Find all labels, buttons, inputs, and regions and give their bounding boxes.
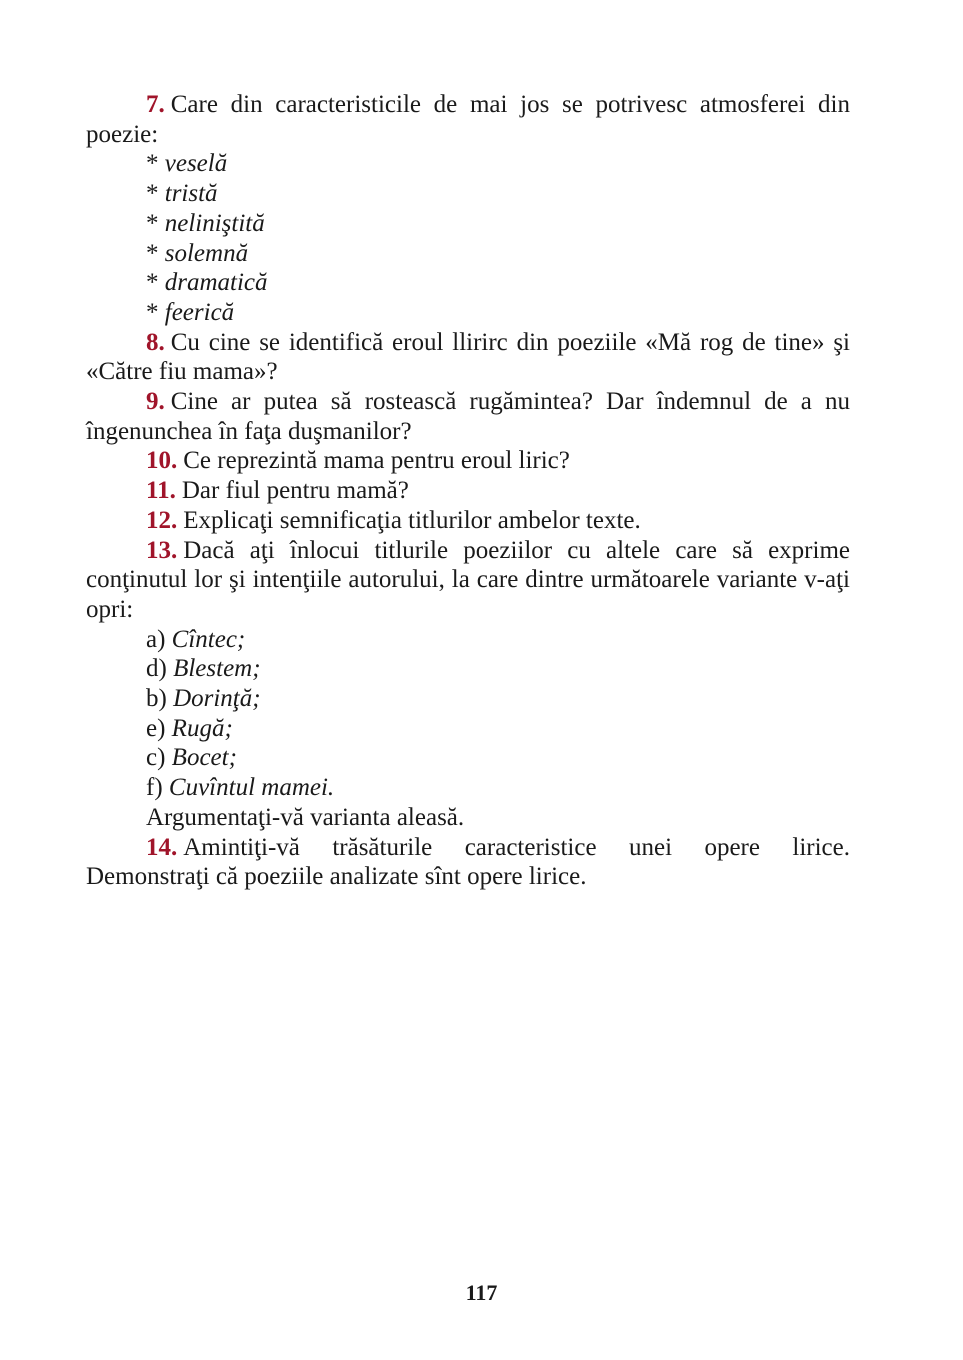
question-number: 10. — [146, 447, 178, 475]
list-item: * dramatică — [146, 269, 268, 297]
variant-option: a) Cîntec; — [146, 625, 246, 653]
question-8 — [86, 328, 850, 387]
option-text: dramatică — [164, 269, 268, 297]
question-text: Ce reprezintă mama pentru eroul liric? — [183, 447, 570, 475]
question-11 — [86, 476, 850, 506]
question-13 — [86, 536, 850, 625]
question-number: 13. — [146, 536, 178, 564]
variant-option: e) Rugă; — [146, 714, 233, 742]
question-number: 11. — [146, 477, 176, 505]
list-item: * feerică — [146, 298, 235, 326]
question-9 — [86, 387, 850, 446]
option-text: neliniştită — [164, 209, 265, 237]
question-10 — [86, 446, 850, 476]
variant-option: d) Blestem; — [146, 655, 261, 683]
list-item: * veselă — [146, 150, 228, 178]
option-text: solemnă — [164, 239, 249, 267]
question-text: Care din caracteristicile de mai jos se potrivesc atmosferei din poezie: — [86, 91, 850, 148]
option-text: feerică — [164, 298, 235, 326]
question-12 — [86, 506, 850, 536]
question-number: 9. — [146, 388, 165, 416]
option-text: tristă — [164, 180, 218, 208]
question-7 — [86, 90, 850, 149]
option-text: veselă — [164, 150, 228, 178]
page-number: 117 — [465, 1280, 498, 1305]
question-text: Dar fiul pentru mamă? — [181, 477, 409, 505]
question-13-closing: Argumentaţi-vă varianta aleasă. — [146, 803, 465, 831]
page-content — [86, 90, 850, 892]
question-number: 7. — [146, 91, 165, 118]
list-item: * solemnă — [146, 239, 249, 267]
list-item: * tristă — [146, 180, 218, 208]
variant-option: b) Dorinţă; — [146, 685, 261, 713]
question-14 — [86, 833, 850, 863]
question-number: 14. — [146, 833, 178, 861]
list-item: * neliniştită — [146, 209, 265, 237]
question-text: Amintiţi-vă trăsăturile caracteristice unei opere lirice. — [183, 833, 850, 861]
variant-option: c) Bocet; — [146, 744, 237, 772]
variant-option: f) Cuvîntul mamei. — [146, 774, 335, 802]
question-14-continuation: Demonstraţi că poeziile analizate sînt opere lirice. — [86, 863, 587, 891]
question-text: Explicaţi semnificaţia titlurilor ambelor texte. — [183, 506, 641, 534]
question-text: Cine ar putea să rostească rugămintea? Dar îndemnul de a nu îngenunchea în faţa duşmanilor? — [86, 388, 850, 445]
question-number: 12. — [146, 506, 178, 534]
question-number: 8. — [146, 328, 165, 356]
question-text: Dacă aţi înlocui titlurile poeziilor cu altele care să exprime conţinutul lor şi intenţiile autorului, la care dintre următoarele variante v-aţi opri: — [86, 536, 850, 623]
question-text: Cu cine se identifică eroul llirirc din poeziile «Mă rog de tine» şi «Către fiu mama»? — [86, 328, 850, 386]
